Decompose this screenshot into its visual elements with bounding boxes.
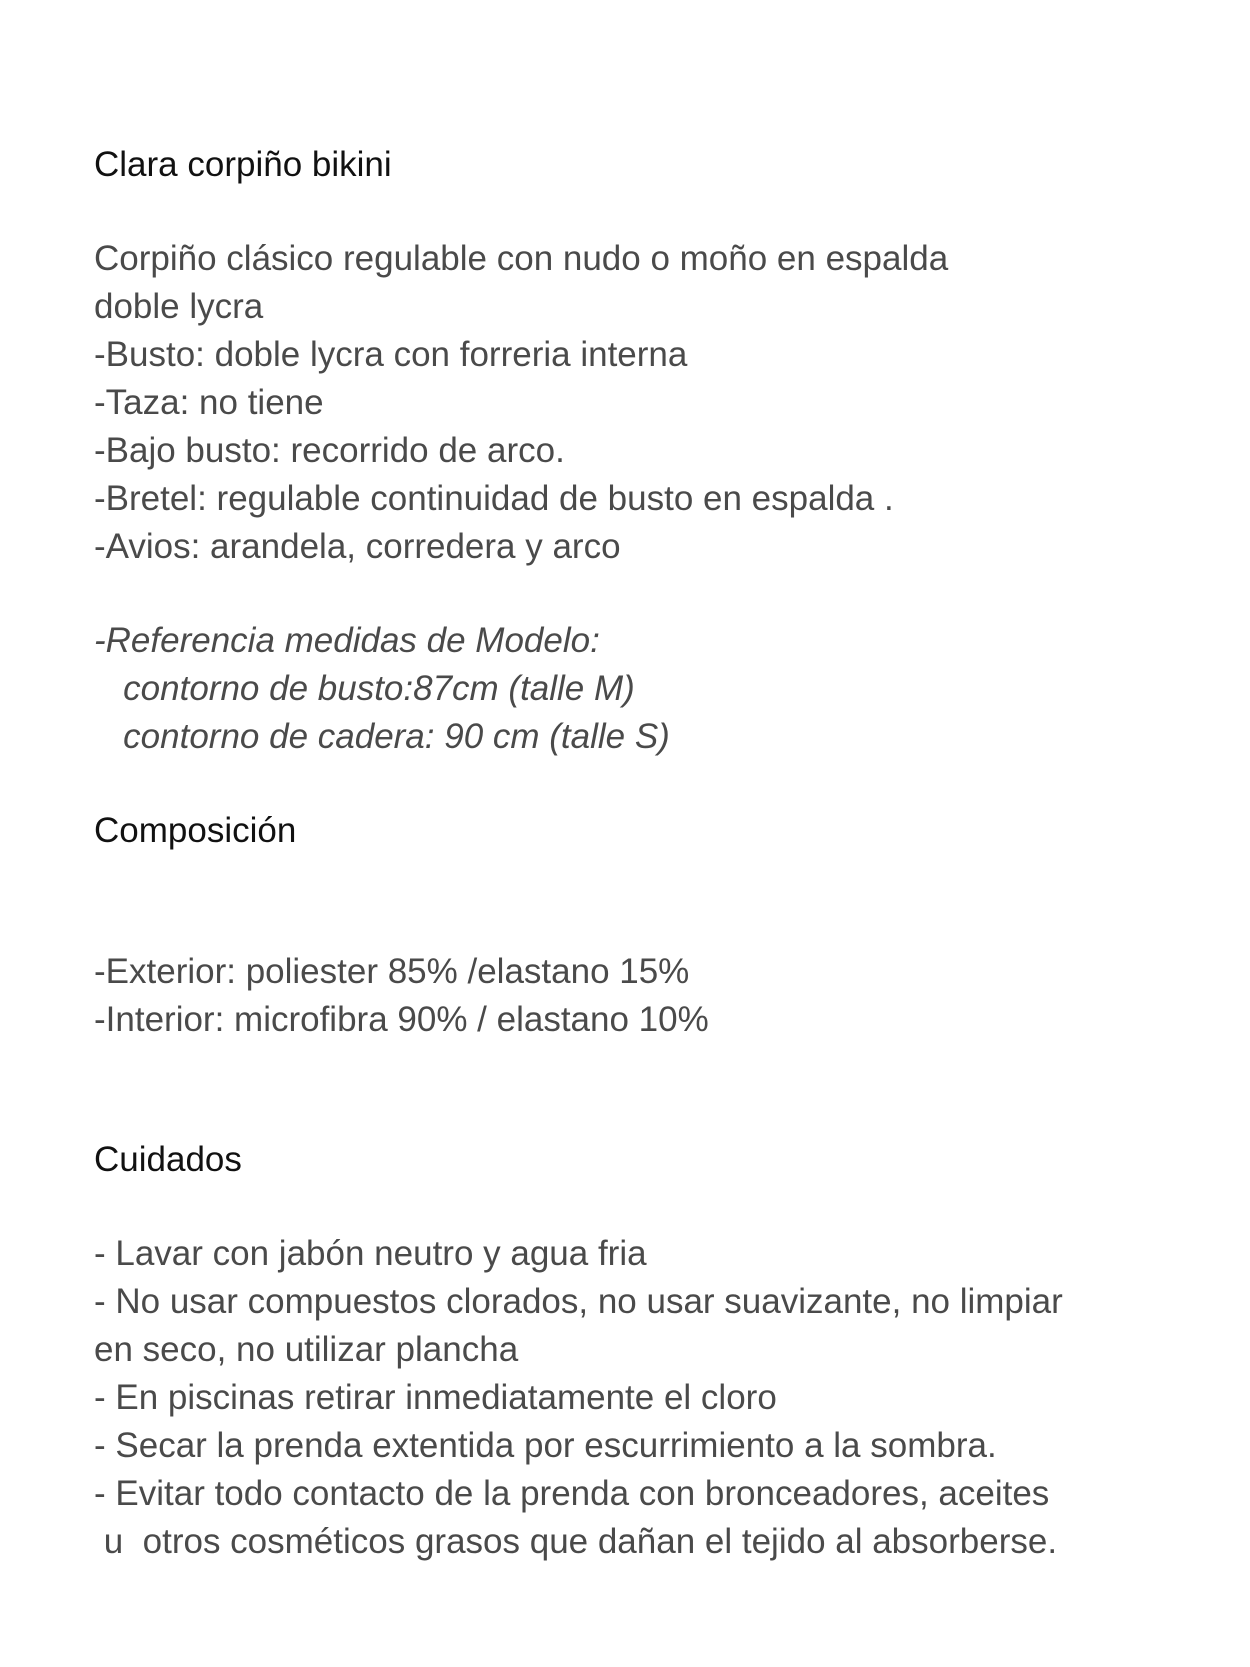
care-line: en seco, no utilizar plancha	[94, 1330, 519, 1369]
care-line: - Secar la prenda extentida por escurrimiento a la sombra.	[94, 1426, 997, 1465]
composition-interior: -Interior: microfibra 90% / elastano 10%	[94, 1000, 709, 1039]
model-bust-measure: contorno de busto:87cm (talle M)	[94, 669, 635, 708]
model-reference-heading: -Referencia medidas de Modelo:	[94, 621, 600, 660]
model-hip-measure: contorno de cadera: 90 cm (talle S)	[94, 717, 670, 756]
care-heading: Cuidados	[94, 1140, 242, 1179]
description-line: Corpiño clásico regulable con nudo o moño en espalda	[94, 239, 949, 278]
care-line: - No usar compuestos clorados, no usar suavizante, no limpiar	[94, 1282, 1063, 1321]
description-line: doble lycra	[94, 287, 264, 326]
description-line: -Taza: no tiene	[94, 383, 324, 422]
description-line: -Busto: doble lycra con forreria interna	[94, 335, 688, 374]
description-line: -Bajo busto: recorrido de arco.	[94, 431, 565, 470]
product-title: Clara corpiño bikini	[94, 145, 392, 184]
composition-heading: Composición	[94, 811, 297, 850]
care-line: - Lavar con jabón neutro y agua fria	[94, 1234, 647, 1273]
composition-exterior: -Exterior: poliester 85% /elastano 15%	[94, 952, 690, 991]
description-line: -Bretel: regulable continuidad de busto en espalda .	[94, 479, 894, 518]
description-line: -Avios: arandela, corredera y arco	[94, 527, 621, 566]
care-line: - Evitar todo contacto de la prenda con bronceadores, aceites	[94, 1474, 1050, 1513]
care-line: u otros cosméticos grasos que dañan el tejido al absorberse.	[94, 1522, 1058, 1561]
care-line: - En piscinas retirar inmediatamente el cloro	[94, 1378, 777, 1417]
